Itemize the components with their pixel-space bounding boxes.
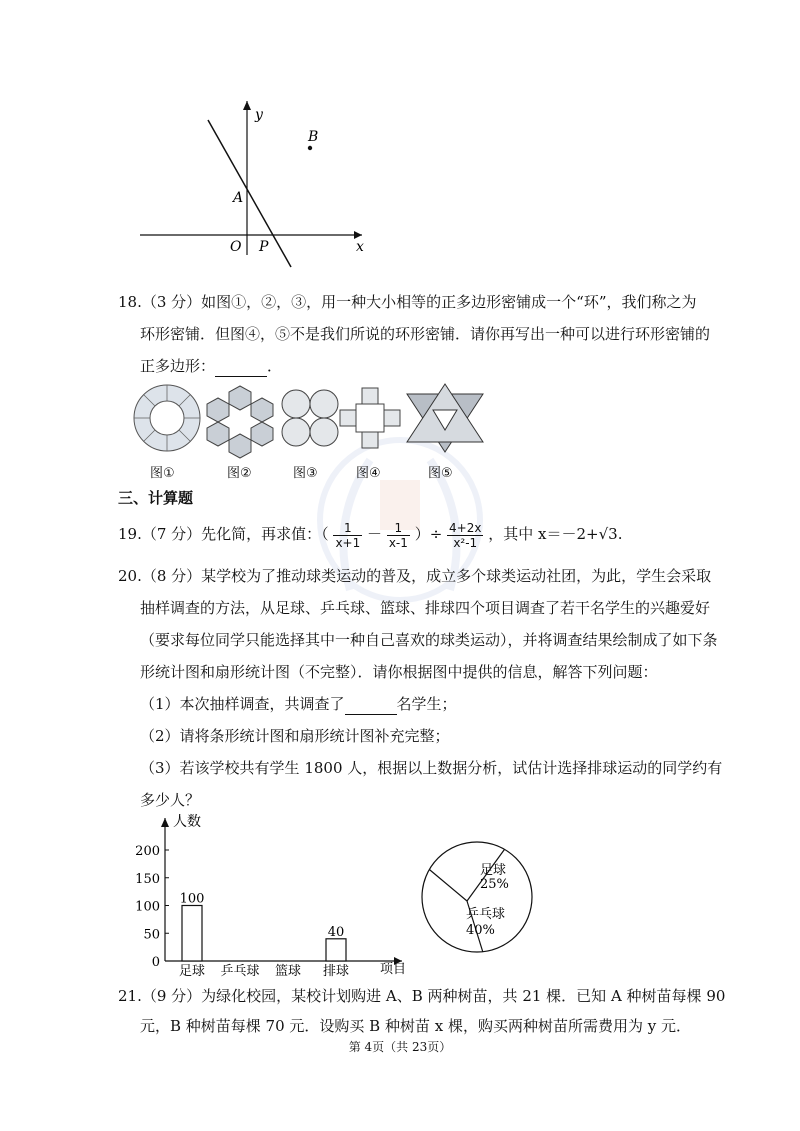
tiling-figures [130, 380, 530, 460]
page-footer: 第 4页（共 23页） [348, 1040, 452, 1054]
q20-answer-blank[interactable] [345, 694, 397, 715]
x-tick-label: 足球 [178, 964, 206, 979]
y-axis-title: 人数 [173, 814, 201, 830]
q21-line1: 21.（9 分）为绿化校园，某校计划购进 A、B 两种树苗，共 21 棵．已知 A 种树苗每棵 90 [118, 987, 726, 1005]
pie-slice-label: 乒乓球 [466, 907, 506, 922]
q19-f2-den: x-1 [388, 535, 408, 550]
q19-f3-num: 4+2x [449, 520, 482, 535]
q19-minus: － [367, 525, 383, 543]
origin-label: O [230, 239, 242, 255]
y-tick-label: 200 [135, 844, 160, 859]
q19-f2-num: 1 [387, 521, 410, 536]
figure-5-triangle-tiling [407, 384, 483, 452]
q20-line3: （要求每位同学只能选择其中一种自己喜欢的球类运动），并将调查结果绘制成了如下条 [140, 631, 718, 649]
figure-1-caption: 图① [150, 466, 175, 481]
figure-5-caption: 图⑤ [428, 466, 453, 481]
x-tick-label: 乒乓球 [220, 964, 260, 979]
y-label: y [255, 107, 263, 123]
bar [182, 906, 202, 962]
figure-1-pentagon-ring [134, 385, 200, 451]
bar-data-label: 40 [327, 924, 345, 940]
q19-mid: ）÷ [414, 525, 443, 543]
pie-slice-label: 足球 [480, 863, 507, 878]
q20-sub3-line2: 多少人？ [140, 791, 201, 809]
q20-sub3-line1: （3）若该学校共有学生 1800 人，根据以上数据分析，试估计选择排球运动的同学约有 [140, 759, 723, 777]
point-a-label: A [233, 190, 244, 206]
x-tick-label: 篮球 [274, 964, 302, 979]
bar-chart [130, 808, 420, 980]
q20-sub1-prefix: （1）本次抽样调查，共调查了 [140, 695, 345, 713]
q21-line2: 元，B 种树苗每棵 70 元．设购买 B 种树苗 x 棵，购买两种树苗所需费用为 y 元． [140, 1017, 691, 1035]
q20-sub2: （2）请将条形统计图和扇形统计图补充完整； [140, 727, 450, 745]
y-tick-label: 0 [151, 955, 160, 970]
q18-line3-suffix: ． [267, 357, 283, 375]
q20-line2: 抽样调查的方法，从足球、乒乓球、篮球、排球四个项目调查了若干名学生的兴趣爱好 [140, 599, 711, 617]
x-tick-label: 排球 [322, 964, 350, 979]
q18-line3 [140, 356, 282, 377]
q18-answer-blank[interactable] [215, 356, 267, 377]
bar-data-label: 100 [179, 891, 205, 907]
x-label: x [356, 239, 364, 255]
figure-3-octagon-ring [282, 390, 338, 446]
figure-4-caption: 图④ [356, 466, 381, 481]
pie-slice-value: 25% [480, 877, 509, 892]
y-axis-arrow [161, 818, 169, 827]
q20-line1: 20.（8 分）某学校为了推动球类运动的普及，成立多个球类运动社团，为此，学生会采取 [118, 567, 712, 585]
q19-fraction-2 [387, 521, 410, 550]
y-tick-label: 100 [135, 899, 160, 915]
q19-f3-den: x²-1 [453, 535, 478, 550]
q18-line2: 环形密铺．但图④，⑤不是我们所说的环形密铺．请你再写出一种可以进行环形密铺的 [140, 325, 711, 343]
x-axis-title: 项目 [380, 962, 407, 977]
q19-suffix: ，其中 x＝－2+√3. [488, 525, 623, 543]
line-ap [208, 120, 291, 267]
figure-2-caption: 图② [227, 466, 252, 481]
point-b-label: B [308, 129, 319, 145]
q19-line [118, 518, 622, 550]
q20-line4: 形统计图和扇形统计图（不完整）．请你根据图中提供的信息，解答下列问题： [140, 663, 658, 681]
q18-line3-prefix: 正多边形： [140, 357, 216, 375]
pie-chart [418, 838, 536, 956]
y-tick-label: 150 [135, 871, 160, 887]
point-p-label: P [259, 239, 269, 255]
q19-prefix: 19.（7 分）先化简，再求值：（ [118, 525, 329, 543]
figure-2-hexagon-ring [207, 386, 273, 458]
q19-f1-den: x+1 [335, 535, 361, 550]
point-b-dot [308, 146, 312, 150]
q19-f1-num: 1 [333, 521, 362, 536]
coordinate-graph [130, 95, 370, 275]
y-axis-arrow [243, 101, 251, 110]
bar [326, 939, 346, 961]
y-tick-label: 50 [143, 927, 160, 943]
q19-fraction-1 [333, 521, 362, 550]
x-axis-arrow [354, 231, 362, 239]
q19-fraction-3 [447, 521, 483, 550]
figure-3-caption: 图③ [293, 466, 318, 481]
q20-sub1 [140, 694, 457, 715]
pie-slice-value: 40% [466, 923, 495, 938]
q18-line1: 18.（3 分）如图①，②，③，用一种大小相等的正多边形密铺成一个“环”，我们称之为 [118, 293, 697, 311]
figure-4-square-cross [340, 388, 400, 448]
section-heading: 三、计算题 [118, 489, 194, 507]
q20-sub1-suffix: 名学生； [396, 695, 457, 713]
